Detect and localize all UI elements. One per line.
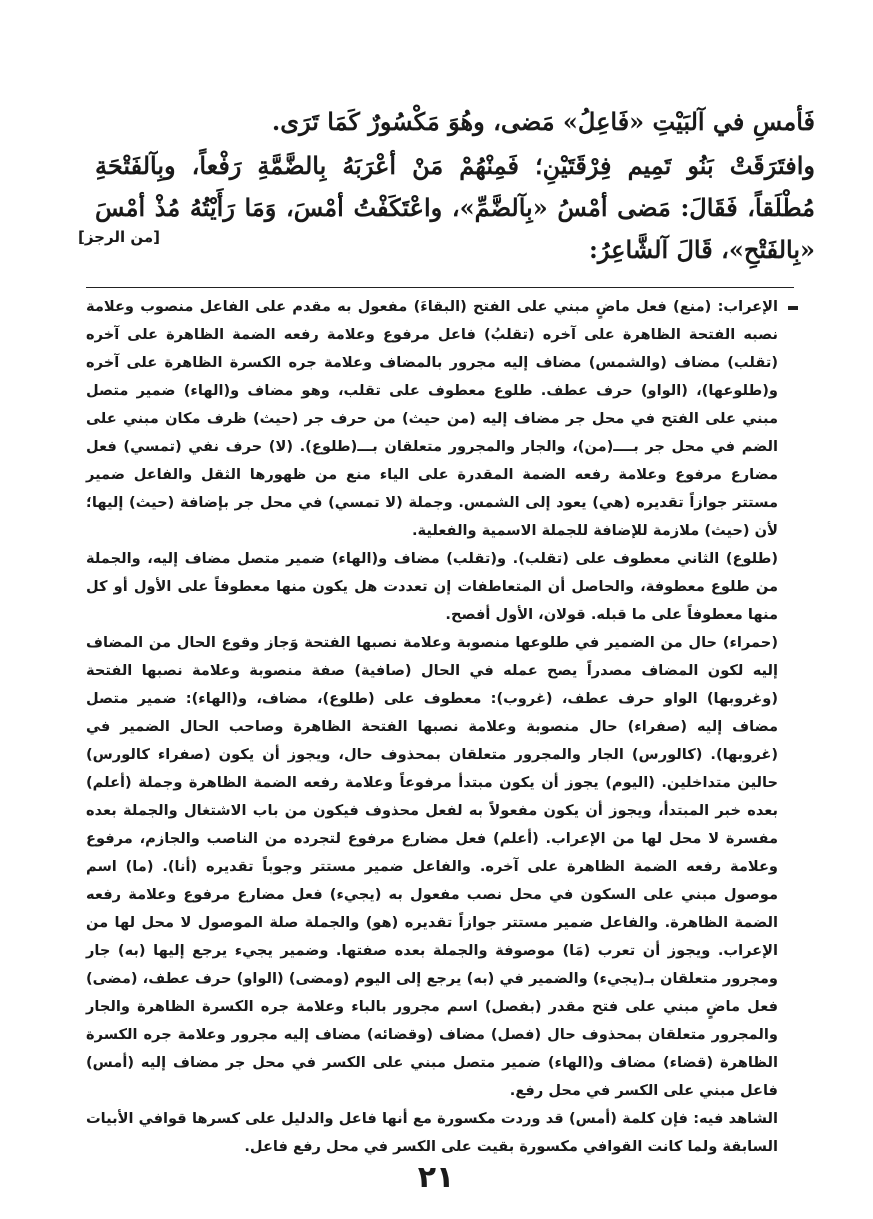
main-text-paragraph: وافتَرَقَتْ بَنُو تَمِيم فِرْقَتَيْنِ؛ فَمِنْهُمْ مَنْ أعْرَبَهُ بِالضَّمَّةِ رَفْعاً، وبِآلفَتْحَةِ مُطْلَقاً، فَقَالَ: مَضى أمْسُ «بِآلضَّمِّ»، واعْتَكَفْتُ أمْسَ، وَمَا رَأَيْتُهُ مُذْ أمْسَ «بِالفَتْحِ»، قَالَ آلشَّاعِرُ: xyxy=(95,151,815,264)
footnote-divider xyxy=(86,287,794,288)
footnote-marker xyxy=(788,306,798,310)
footnote-paragraph: (طلوع) الثاني معطوف على (تقلب). و(تقلب) مضاف و(الهاء) ضمير متصل مضاف إليه، والجملة من طلوع معطوفة، والحاصل أن المتعاطفات إن تعددت هل يكون منها معطوفاً على الأول أو كل منها معطوفاً على ما قبله. قولان، الأول أفصح. xyxy=(86,550,778,623)
main-text-line-2 xyxy=(95,145,815,271)
footnotes xyxy=(86,293,778,1161)
footnote-paragraph: الشاهد فيه: فإن كلمة (أمس) قد وردت مكسورة مع أنها فاعل والدليل على كسرها قوافي الأبيات السابقة ولما كانت القوافي مكسورة بقيت على الكسر في محل رفع فاعل. xyxy=(86,1110,778,1155)
main-text-paragraph: فَأمسِ في آلبَيْتِ «فَاعِلُ» مَضى، وهُوَ مَكْسُورٌ كَمَا تَرَى. xyxy=(271,107,815,136)
page-number: ٢١ xyxy=(417,1160,455,1195)
footnote-paragraph: الإعراب: (منع) فعل ماضٍ مبني على الفتح (البقاءَ) مفعول به مقدم على الفاعل منصوب وعلامة نصبه الفتحة الظاهرة على آخره (تقلبُ) فاعل مرفوع وعلامة رفعه الضمة الظاهرة على آخره (تقلب) مضاف (والشمس) مضاف إليه مجرور بالمضاف وعلامة جره الكسرة الظاهرة على آخره و(طلوعها)، (الواو) حرف عطف. طلوع معطوف على تقلب، وهو مضاف و(الهاء) ضمير متصل مبني على الفتح في محل جر مضاف إليه (من حيث) من حرف جر (حيث) ظرف مكان مبني على الضم في محل جر بــــ(من)، والجار والمجرور متعلقان بـــ(طلوع). (لا) حرف نفي (تمسي) فعل مضارع مرفوع وعلامة رفعه الضمة المقدرة على الياء منع من ظهورها الثقل والفاعل ضمير مستتر جوازاً تقديره (هي) يعود إلى الشمس. وجملة (لا تمسي) في محل جر بإضافة (حيث) إليها؛ لأن (حيث) ملازمة للإضافة للجملة الاسمية والفعلية. xyxy=(86,298,778,539)
meter-label: [من الرجز] xyxy=(78,228,160,246)
main-text-line-1 xyxy=(95,100,815,144)
footnote-paragraph: (حمراء) حال من الضمير في طلوعها منصوبة وعلامة نصبها الفتحة وَجاز وقوع الحال من المضاف إليه لكون المضاف مصدراً يصح عمله في الحال (صافية) صفة منصوبة وعلامة نصبها الفتحة (وغروبها) الواو حرف عطف، (غروب): معطوف على (طلوع)، مضاف، و(الهاء): ضمير متصل مضاف إليه (صفراء) حال منصوبة وعلامة نصبها الفتحة الظاهرة وصاحب الحال الضمير في (غروبها). (كالورس) الجار والمجرور متعلقان بمحذوف حال، ويجوز أن يكون (صفراء كالورس) حالين متداخلين. (اليوم) يجوز أن يكون مبتدأ مرفوعاً وعلامة رفعه الضمة الظاهرة وجملة (أعلم) بعده خبر المبتدأ، ويجوز أن يكون مفعولاً به لفعل محذوف فيكون من باب الاشتغال والجملة بعده مفسرة لا محل لها من الإعراب. (أعلم) فعل مضارع مرفوع لتجرده من الناصب والجازم، مرفوع وعلامة رفعه الضمة الظاهرة على آخره. والفاعل ضمير مستتر وجوباً تقديره (أنا). (ما) اسم موصول مبني على السكون في محل نصب مفعول به (يجيء) فعل مضارع مرفوع وعلامة رفعه الضمة الظاهرة. والفاعل ضمير مستتر جوازاً تقديره (هو) والجملة صلة الموصول لا محل لها من الإعراب. ويجوز أن تعرب (مَا) موصوفة والجملة بعده صفتها. وضمير يجيء يرجع إليها (به) جار ومجرور متعلقان بـ(يجيء) والضمير في (به) يرجع إلى اليوم (ومضى) (الواو) حرف عطف، (مضى) فعل ماضٍ مبني على فتح مقدر (بفصل) اسم مجرور بالباء وعلامة جره الكسرة الظاهرة والجار والمجرور متعلقان بمحذوف حال (فصل) مضاف (وقضائه) مضاف إليه مجرور وعلامة جره الكسرة الظاهرة (قضاء) مضاف و(الهاء) ضمير متصل مبني على الكسر في محل جر مضاف إليه (أمس) فاعل مبني على الكسر في محل رفع. xyxy=(86,634,778,1099)
